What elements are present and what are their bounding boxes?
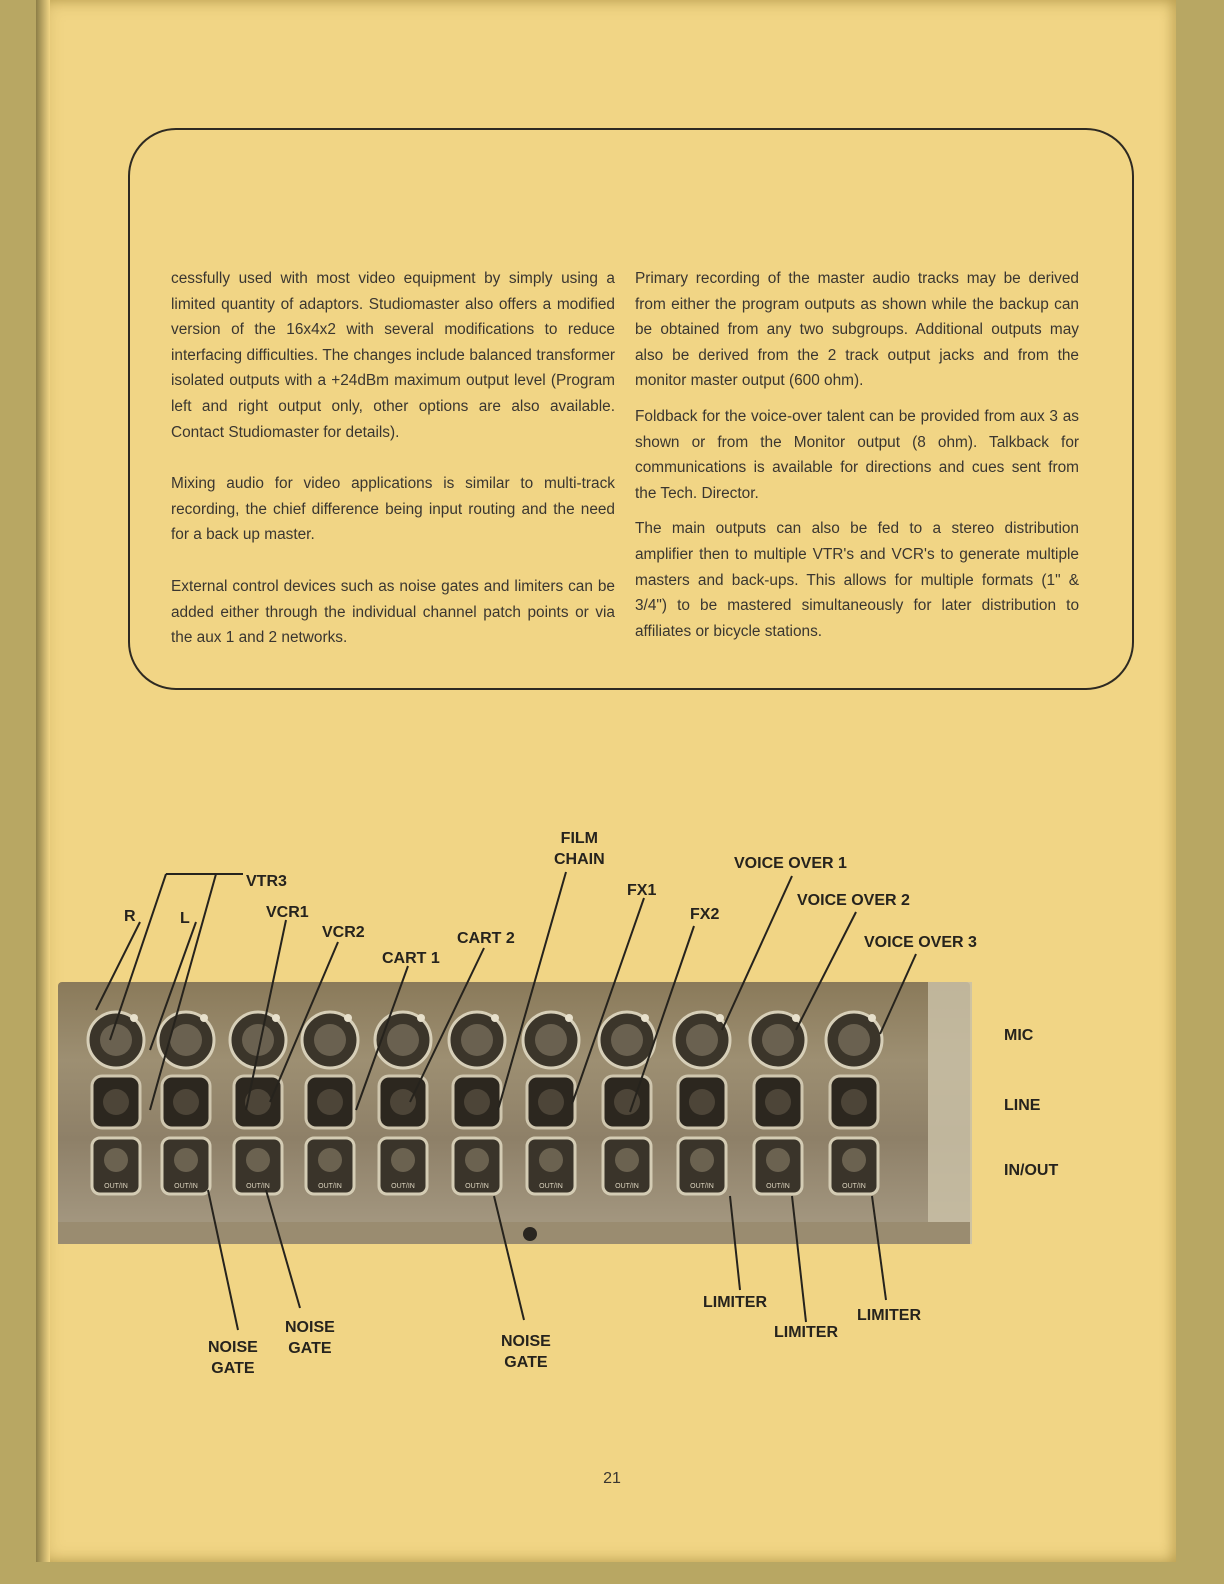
mic-jack xyxy=(599,1012,655,1068)
label-inout: IN/OUT xyxy=(1004,1162,1059,1179)
label-limiter-1: LIMITER xyxy=(703,1294,767,1311)
label-r: R xyxy=(124,908,136,925)
jack-caption: OUT/IN xyxy=(246,1183,270,1190)
line-jack xyxy=(603,1076,651,1128)
leader-line xyxy=(722,876,792,1030)
jack-caption: OUT/IN xyxy=(766,1183,790,1190)
inout-jack xyxy=(306,1138,354,1194)
label-voice-over-3: VOICE OVER 3 xyxy=(864,934,977,951)
label-l: L xyxy=(180,910,190,927)
inout-jack xyxy=(92,1138,140,1194)
label-voice-over-1: VOICE OVER 1 xyxy=(734,855,847,872)
jack-caption: OUT/IN xyxy=(842,1183,866,1190)
jack-caption: OUT/IN xyxy=(391,1183,415,1190)
inout-jack xyxy=(379,1138,427,1194)
left-paragraph-3: External control devices such as noise gates and limiters can be added either through the individual channel patch points or via the aux 1 and 2 networks. xyxy=(171,577,615,647)
inout-jack xyxy=(678,1138,726,1194)
jack-caption: OUT/IN xyxy=(690,1183,714,1190)
right-paragraph-2: Foldback for the voice-over talent can be provided from aux 3 as shown or from the Monitor output (8 ohm). Talkback for communications is available for directions and cues sent from the Tech. Director. xyxy=(635,407,1079,502)
leader-line xyxy=(96,922,140,1010)
mic-jack xyxy=(230,1012,286,1068)
inout-jack xyxy=(453,1138,501,1194)
inout-jack xyxy=(603,1138,651,1194)
line-jack xyxy=(453,1076,501,1128)
label-cart2: CART 2 xyxy=(457,930,515,947)
jack-caption: OUT/IN xyxy=(104,1183,128,1190)
leader-line xyxy=(494,1196,524,1320)
label-noise-gate-2: NOISE GATE xyxy=(285,1319,335,1357)
label-vcr2: VCR2 xyxy=(322,924,365,941)
left-paragraph-2: Mixing audio for video applications is similar to multi-track recording, the chief difference being input routing and the need for a back up master. xyxy=(171,475,615,544)
line-jack xyxy=(527,1076,575,1128)
inout-jack xyxy=(830,1138,878,1194)
mic-jack xyxy=(302,1012,358,1068)
line-jack xyxy=(92,1076,140,1128)
mic-jack xyxy=(523,1012,579,1068)
label-noise-gate-3: NOISE GATE xyxy=(501,1333,551,1371)
label-noise-gate-1: NOISE GATE xyxy=(208,1339,258,1377)
inout-jack xyxy=(234,1138,282,1194)
leader-line xyxy=(880,954,916,1034)
mic-jack xyxy=(826,1012,882,1068)
leader-line xyxy=(498,872,566,1110)
right-paragraph-1: Primary recording of the master audio tracks may be derived from either the program outputs as shown while the backup can be obtained from any two subgroups. Additional outputs may also be derived from the 2 track output jacks and from the monitor master output (600 ohm). xyxy=(635,270,1079,390)
leader-line xyxy=(110,874,166,1040)
label-vcr1: VCR1 xyxy=(266,904,309,921)
leader-line xyxy=(266,1190,300,1308)
label-voice-over-2: VOICE OVER 2 xyxy=(797,892,910,909)
mic-jack xyxy=(375,1012,431,1068)
line-jack xyxy=(754,1076,802,1128)
label-fx2: FX2 xyxy=(690,906,720,923)
mic-jack xyxy=(674,1012,730,1068)
label-limiter-3: LIMITER xyxy=(857,1307,921,1324)
label-line: LINE xyxy=(1004,1097,1041,1114)
label-vtr3: VTR3 xyxy=(246,873,287,890)
label-cart1: CART 1 xyxy=(382,950,440,967)
inout-jack xyxy=(162,1138,210,1194)
line-jack xyxy=(678,1076,726,1128)
jack-caption: OUT/IN xyxy=(465,1183,489,1190)
label-film-chain: FILM CHAIN xyxy=(554,830,605,868)
label-fx1: FX1 xyxy=(627,882,657,899)
mic-jack xyxy=(750,1012,806,1068)
jack-caption: OUT/IN xyxy=(318,1183,342,1190)
leader-line xyxy=(572,898,644,1104)
jack-caption: OUT/IN xyxy=(174,1183,198,1190)
left-paragraph-1: cessfully used with most video equipment by simply using a limited quantity of adaptors. Studiomaster also offers a modified version of the 16x4x2 with several modifications to reduce interfacing difficulties. The changes include balanced transformer isolated outputs with a +24dBm maximum output level (Program left and right output only, other options are also available. Contact Studiomaster for details). xyxy=(171,270,615,441)
line-jack xyxy=(234,1076,282,1128)
leader-line xyxy=(792,1196,806,1322)
mic-jack xyxy=(449,1012,505,1068)
right-paragraph-3: The main outputs can also be fed to a stereo distribution amplifier then to multiple VTR's and VCR's to generate multiple masters and back-ups. This allows for multiple formats (1" & 3/4") to be mastered simultaneously for later distribution to affiliates or bicycle stations. xyxy=(635,520,1079,640)
label-limiter-2: LIMITER xyxy=(774,1324,838,1341)
jack-caption: OUT/IN xyxy=(539,1183,563,1190)
page-number: 21 xyxy=(603,1470,621,1487)
inout-jack xyxy=(754,1138,802,1194)
label-mic: MIC xyxy=(1004,1027,1034,1044)
line-jack xyxy=(306,1076,354,1128)
line-jack xyxy=(830,1076,878,1128)
jack-caption: OUT/IN xyxy=(615,1183,639,1190)
leader-line xyxy=(208,1190,238,1330)
leader-line xyxy=(872,1196,886,1300)
mic-jack xyxy=(158,1012,214,1068)
line-jack xyxy=(162,1076,210,1128)
inout-jack xyxy=(527,1138,575,1194)
